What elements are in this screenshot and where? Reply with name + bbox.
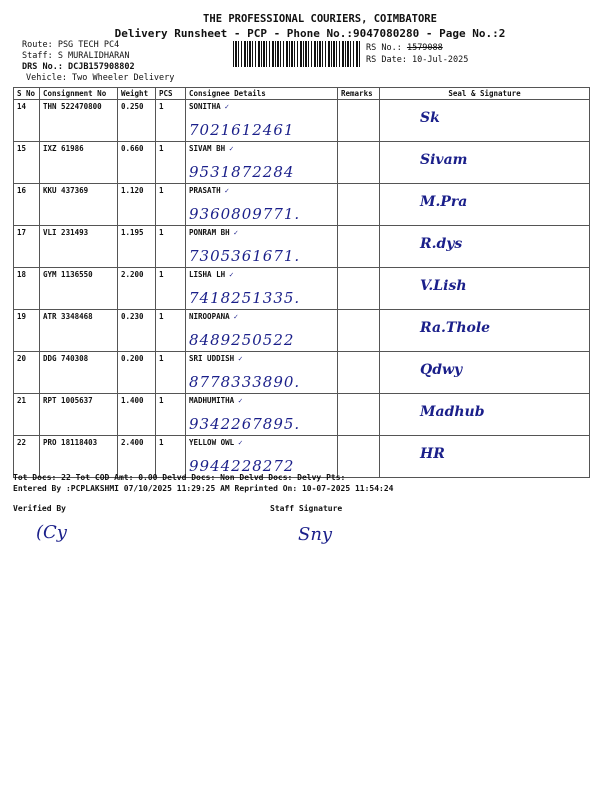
signature-cell	[380, 436, 590, 478]
recipient-signature: V.Lish	[420, 278, 467, 294]
consignment-cell: ATR 3348468	[40, 310, 118, 352]
signature-cell	[380, 352, 590, 394]
pcs-cell: 1	[156, 184, 186, 226]
staff-signature: Sny	[298, 524, 333, 545]
runsheet-table	[13, 87, 590, 478]
table-row	[14, 310, 590, 352]
sno-cell: 20	[14, 352, 40, 394]
table-row	[14, 100, 590, 142]
pcs-cell: 1	[156, 436, 186, 478]
totals-line: Tot Docs: 22 Tot COD Amt: 0.00 Delvd Docs: Non Delvd Docs: Delvy Pts:	[13, 473, 346, 482]
consignee-cell	[186, 268, 338, 310]
sno-cell: 17	[14, 226, 40, 268]
table-row	[14, 226, 590, 268]
consignee-cell	[186, 226, 338, 268]
pcs-cell: 1	[156, 100, 186, 142]
pcs-cell: 1	[156, 142, 186, 184]
recipient-signature: Madhub	[420, 404, 485, 420]
consignee-name: MADHUMITHA	[189, 396, 235, 405]
sno-cell: 14	[14, 100, 40, 142]
consignee-phone: 7305361671.	[189, 247, 301, 265]
pcs-cell: 1	[156, 310, 186, 352]
rs-date: RS Date: 10-Jul-2025	[366, 55, 469, 65]
weight-cell: 0.660	[118, 142, 156, 184]
sno-cell: 18	[14, 268, 40, 310]
verified-by-label: Verified By	[13, 504, 66, 513]
recipient-signature: R.dys	[420, 236, 463, 252]
signature-cell	[380, 184, 590, 226]
table-row	[14, 352, 590, 394]
signature-cell	[380, 142, 590, 184]
consignment-cell: IXZ 61986	[40, 142, 118, 184]
consignment-cell: DDG 740308	[40, 352, 118, 394]
route: Route: PSG TECH PC4	[22, 40, 120, 50]
consignee-phone: 9531872284	[189, 163, 295, 181]
weight-cell: 1.120	[118, 184, 156, 226]
consignee-name: PRASATH	[189, 186, 221, 195]
remarks-cell	[338, 310, 380, 352]
consignee-cell	[186, 394, 338, 436]
remarks-cell	[338, 268, 380, 310]
check-icon: ✓	[229, 270, 234, 279]
consignee-cell	[186, 100, 338, 142]
consignee-phone: 7021612461	[189, 121, 295, 139]
consignee-cell	[186, 436, 338, 478]
weight-cell: 1.400	[118, 394, 156, 436]
signature-cell	[380, 100, 590, 142]
rs-number-label: RS No.:	[366, 43, 407, 53]
consignee-name: PONRAM BH	[189, 228, 230, 237]
remarks-cell	[338, 184, 380, 226]
consignee-name: YELLOW OWL	[189, 438, 235, 447]
verified-signature: (Cy	[36, 522, 67, 543]
pcs-cell: 1	[156, 226, 186, 268]
table-header-row	[14, 88, 590, 100]
consignment-cell: PRO 18118403	[40, 436, 118, 478]
consignment-cell: RPT 1005637	[40, 394, 118, 436]
consignee-phone: 8489250522	[189, 331, 295, 349]
table-row	[14, 394, 590, 436]
col-consignee: Consignee Details	[186, 88, 338, 100]
col-signature: Seal & Signature	[380, 88, 590, 100]
table-row	[14, 184, 590, 226]
remarks-cell	[338, 226, 380, 268]
sno-cell: 19	[14, 310, 40, 352]
remarks-cell	[338, 436, 380, 478]
consignment-cell: THN 522470800	[40, 100, 118, 142]
consignee-name: LISHA LH	[189, 270, 226, 279]
consignment-cell: VLI 231493	[40, 226, 118, 268]
consignment-cell: GYM 1136550	[40, 268, 118, 310]
weight-cell: 0.250	[118, 100, 156, 142]
consignee-cell	[186, 184, 338, 226]
check-icon: ✓	[233, 228, 239, 237]
staff: Staff: S MURALIDHARAN	[22, 51, 130, 61]
consignee-phone: 7418251335.	[189, 289, 301, 307]
barcode	[233, 41, 360, 67]
rs-number	[366, 43, 443, 53]
consignee-name: SIVAM BH	[189, 144, 226, 153]
consignee-cell	[186, 310, 338, 352]
remarks-cell	[338, 394, 380, 436]
sno-cell: 22	[14, 436, 40, 478]
weight-cell: 1.195	[118, 226, 156, 268]
check-icon: ✓	[224, 186, 230, 195]
sno-cell: 21	[14, 394, 40, 436]
consignee-phone: 9360809771.	[189, 205, 301, 223]
consignment-cell: KKU 437369	[40, 184, 118, 226]
check-icon: ✓	[238, 396, 243, 405]
rs-number-value: 1579088	[406, 43, 443, 53]
consignee-cell	[186, 352, 338, 394]
pcs-cell: 1	[156, 352, 186, 394]
col-sno: S No	[14, 88, 40, 100]
signature-cell	[380, 268, 590, 310]
check-icon: ✓	[224, 102, 230, 111]
weight-cell: 0.230	[118, 310, 156, 352]
pcs-cell: 1	[156, 394, 186, 436]
sno-cell: 16	[14, 184, 40, 226]
consignee-name: SRI UDDISH	[189, 354, 235, 363]
table-row	[14, 268, 590, 310]
consignee-cell	[186, 142, 338, 184]
check-icon: ✓	[229, 144, 234, 153]
weight-cell: 2.200	[118, 268, 156, 310]
col-pcs: PCS	[156, 88, 186, 100]
remarks-cell	[338, 142, 380, 184]
drs-number: DRS No.: DCJB157908802	[22, 62, 135, 72]
table-row	[14, 142, 590, 184]
remarks-cell	[338, 352, 380, 394]
recipient-signature: Qdwy	[420, 362, 463, 378]
signature-cell	[380, 394, 590, 436]
consignee-name: NIROOPANA	[189, 312, 230, 321]
company-name: THE PROFESSIONAL COURIERS, COIMBATORE	[203, 13, 437, 25]
col-remarks: Remarks	[338, 88, 380, 100]
entered-by-line: Entered By :PCPLAKSHMI 07/10/2025 11:29:25 AM Reprinted On: 10-07-2025 11:54:24	[13, 484, 394, 493]
check-icon: ✓	[238, 354, 243, 363]
recipient-signature: Sk	[420, 110, 440, 126]
signature-cell	[380, 226, 590, 268]
recipient-signature: M.Pra	[420, 194, 468, 210]
check-icon: ✓	[233, 312, 239, 321]
weight-cell: 0.200	[118, 352, 156, 394]
consignee-phone: 8778333890.	[189, 373, 301, 391]
recipient-signature: HR	[420, 446, 445, 462]
table-row	[14, 436, 590, 478]
recipient-signature: Ra.Thole	[420, 320, 491, 336]
remarks-cell	[338, 100, 380, 142]
recipient-signature: Sivam	[420, 152, 468, 168]
col-weight: Weight	[118, 88, 156, 100]
consignee-phone: 9944228272	[189, 457, 295, 475]
col-consignment: Consignment No	[40, 88, 118, 100]
consignee-name: SONITHA	[189, 102, 221, 111]
consignee-phone: 9342267895.	[189, 415, 301, 433]
vehicle: Vehicle: Two Wheeler Delivery	[26, 73, 175, 83]
sno-cell: 15	[14, 142, 40, 184]
runsheet-title: Delivery Runsheet - PCP - Phone No.:9047080280 - Page No.:2	[114, 27, 506, 40]
staff-signature-label: Staff Signature	[270, 504, 343, 513]
check-icon: ✓	[238, 438, 243, 447]
pcs-cell: 1	[156, 268, 186, 310]
signature-cell	[380, 310, 590, 352]
weight-cell: 2.400	[118, 436, 156, 478]
